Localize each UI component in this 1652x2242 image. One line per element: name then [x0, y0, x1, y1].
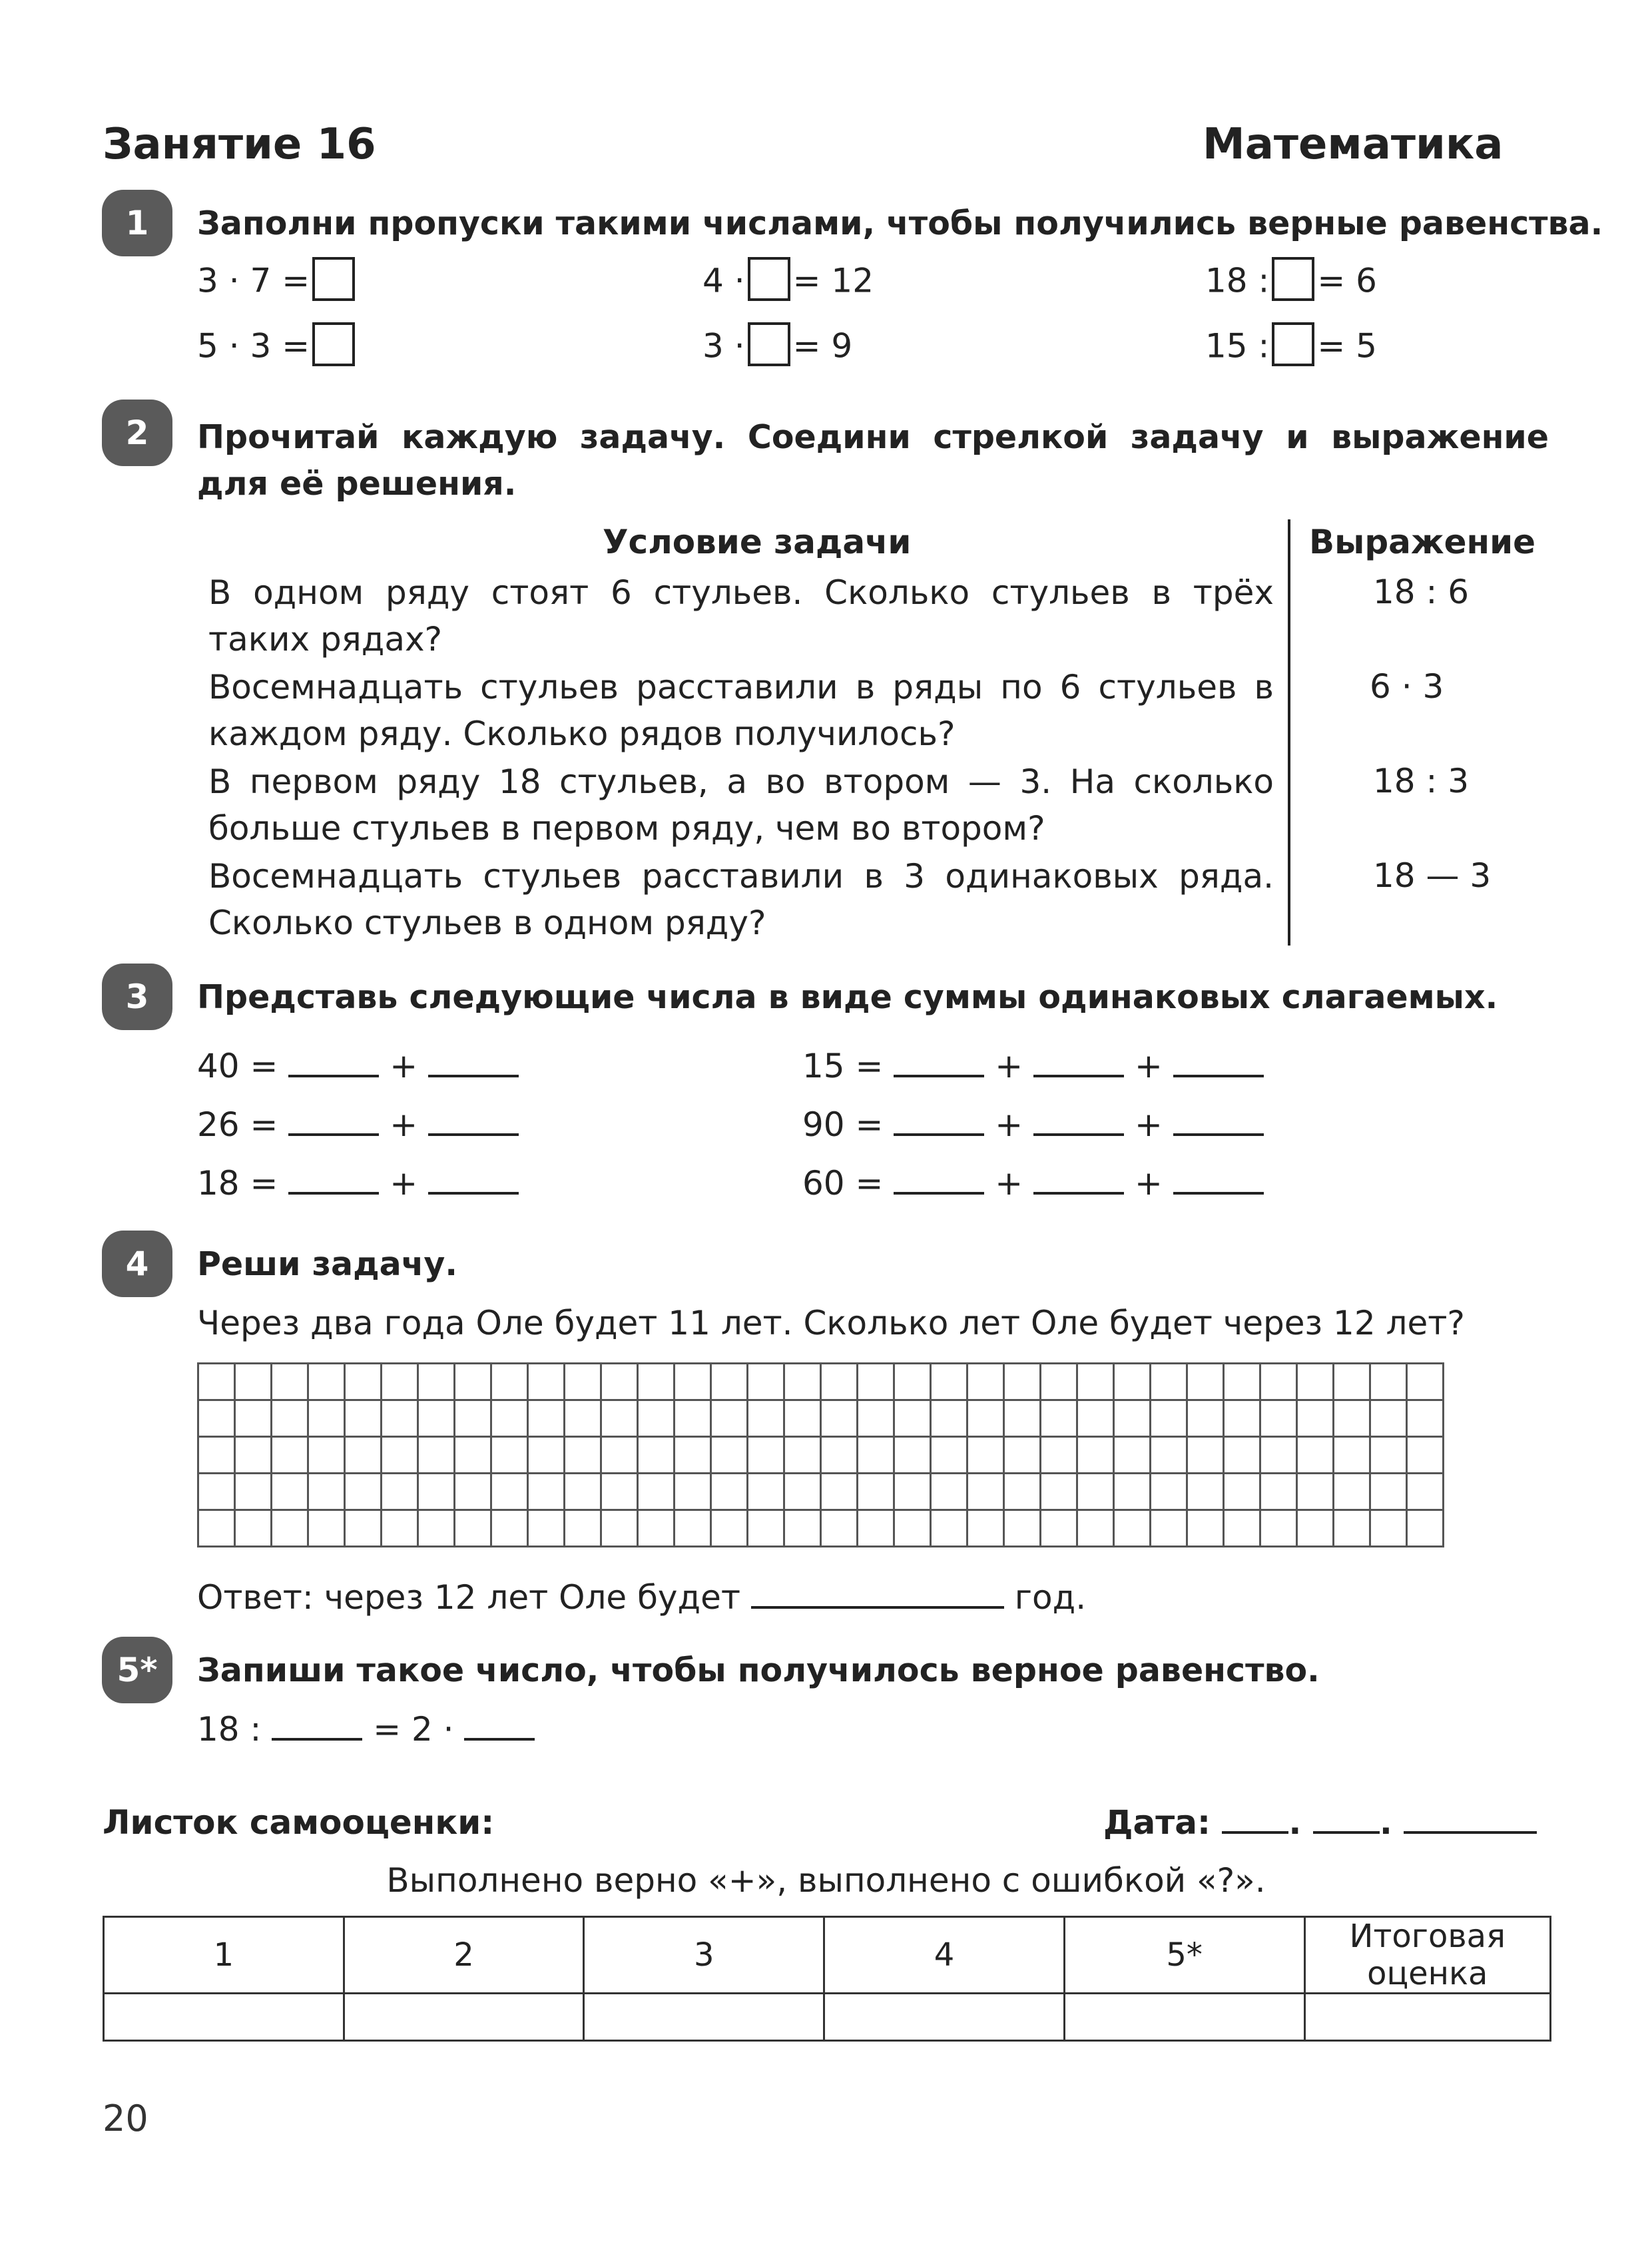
- answer-grid[interactable]: [197, 1362, 1444, 1547]
- answer-box[interactable]: [1272, 257, 1314, 301]
- equation: 4 · = 12: [702, 261, 874, 305]
- sum-row: 26 = +: [197, 1105, 519, 1144]
- column-header-expression: Выражение: [1309, 523, 1536, 561]
- selfcheck-title: Листок самооценки:: [103, 1803, 495, 1842]
- blank-line[interactable]: [288, 1133, 379, 1136]
- blank-line[interactable]: [1173, 1133, 1264, 1136]
- column-header: 1: [104, 1917, 344, 1994]
- answer-box[interactable]: [312, 257, 355, 301]
- blank-line[interactable]: [894, 1192, 984, 1195]
- blank-line[interactable]: [894, 1133, 984, 1136]
- task-number-badge: 5*: [102, 1637, 172, 1703]
- page-number: 20: [103, 2098, 148, 2139]
- column-header: 2: [344, 1917, 584, 1994]
- sum-row: 90 = + +: [802, 1105, 1264, 1144]
- equation: 18 : = 2 ·: [197, 1710, 535, 1749]
- selfcheck-table: [103, 1916, 1551, 2042]
- sum-row: 60 = + +: [802, 1164, 1264, 1203]
- equation: 15 : = 5: [1205, 326, 1377, 370]
- expression[interactable]: 18 : 6: [1373, 573, 1470, 611]
- equation: 3 · 7 =: [197, 261, 358, 305]
- task-number-badge: 4: [102, 1231, 172, 1297]
- selfcheck-cell[interactable]: [824, 1994, 1065, 2041]
- selfcheck-cell[interactable]: [1064, 1994, 1304, 2041]
- sum-row: 18 = +: [197, 1164, 519, 1203]
- blank-line[interactable]: [288, 1192, 379, 1195]
- blank-line[interactable]: [894, 1075, 984, 1077]
- table-divider: [1288, 519, 1290, 946]
- task-number-badge: 3: [102, 964, 172, 1030]
- blank-line[interactable]: [428, 1075, 519, 1077]
- expression[interactable]: 18 — 3: [1373, 856, 1492, 895]
- task-text: Представь следующие числа в виде суммы одинаковых слагаемых.: [197, 978, 1498, 1016]
- blank-line[interactable]: [288, 1075, 379, 1077]
- sum-row: 40 = +: [197, 1047, 519, 1085]
- problem-text: Через два года Оле будет 11 лет. Сколько лет Оле будет через 12 лет?: [197, 1304, 1465, 1342]
- date-day-blank[interactable]: [1222, 1831, 1288, 1834]
- selfcheck-cell[interactable]: [1304, 1994, 1550, 2041]
- blank-line[interactable]: [1033, 1075, 1124, 1077]
- task-condition[interactable]: В одном ряду стоят 6 стульев. Сколько стульев в трёх таких рядах?: [208, 573, 1274, 659]
- expression[interactable]: 6 · 3: [1370, 667, 1444, 706]
- selfcheck-cell[interactable]: [104, 1994, 344, 2041]
- blank-line[interactable]: [428, 1192, 519, 1195]
- task-text: Прочитай каждую задачу. Соедини стрелкой задачу и выражение для её решения.: [197, 418, 1549, 503]
- task-number-badge: 1: [102, 190, 172, 256]
- equation: 3 · = 9: [702, 326, 852, 370]
- date-year-blank[interactable]: [1404, 1831, 1537, 1834]
- task-condition[interactable]: Восемнадцать стульев расставили в ряды по 6 стульев в каждом ряду. Сколько рядов получилось?: [208, 668, 1274, 753]
- answer-box[interactable]: [748, 257, 790, 301]
- column-header: 4: [824, 1917, 1065, 1994]
- selfcheck-instruction: Выполнено верно «+», выполнено с ошибкой «?».: [386, 1861, 1266, 1900]
- selfcheck-cell[interactable]: [344, 1994, 584, 2041]
- answer-box[interactable]: [1272, 322, 1314, 366]
- column-header: 3: [584, 1917, 824, 1994]
- blank-line[interactable]: [464, 1738, 535, 1741]
- blank-line[interactable]: [751, 1606, 1004, 1609]
- task-text: Реши задачу.: [197, 1245, 457, 1283]
- task-text: Заполни пропуски такими числами, чтобы получились верные равенства.: [197, 204, 1603, 242]
- task-number-badge: 2: [102, 400, 172, 466]
- equation: 5 · 3 =: [197, 326, 358, 370]
- answer-box[interactable]: [312, 322, 355, 366]
- answer-box[interactable]: [748, 322, 790, 366]
- column-header: 5*: [1064, 1917, 1304, 1994]
- sum-row: 15 = + +: [802, 1047, 1264, 1085]
- equation: 18 : = 6: [1205, 261, 1377, 305]
- blank-line[interactable]: [1173, 1192, 1264, 1195]
- lesson-title: Занятие 16: [103, 120, 376, 169]
- blank-line[interactable]: [428, 1133, 519, 1136]
- blank-line[interactable]: [1033, 1192, 1124, 1195]
- answer-line: Ответ: через 12 лет Оле будет год.: [197, 1578, 1087, 1617]
- date-field: Дата: . .: [1103, 1803, 1537, 1842]
- column-header-condition: Условие задачи: [603, 523, 912, 561]
- blank-line[interactable]: [1033, 1133, 1124, 1136]
- selfcheck-header-row: [104, 1917, 1551, 1994]
- task-condition[interactable]: В первом ряду 18 стульев, а во втором — 3. На сколько больше стульев в первом ряду, чем во втором?: [208, 762, 1274, 848]
- column-header: Итоговая оценка: [1304, 1917, 1550, 1994]
- blank-line[interactable]: [1173, 1075, 1264, 1077]
- selfcheck-cell[interactable]: [584, 1994, 824, 2041]
- selfcheck-entry-row: [104, 1994, 1551, 2041]
- task-text: Запиши такое число, чтобы получилось верное равенство.: [197, 1651, 1320, 1689]
- date-month-blank[interactable]: [1313, 1831, 1380, 1834]
- expression[interactable]: 18 : 3: [1373, 762, 1470, 800]
- task-condition[interactable]: Восемнадцать стульев расставили в 3 одинаковых ряда. Сколько стульев в одном ряду?: [208, 857, 1274, 942]
- blank-line[interactable]: [272, 1738, 362, 1741]
- subject-title: Математика: [1203, 120, 1504, 169]
